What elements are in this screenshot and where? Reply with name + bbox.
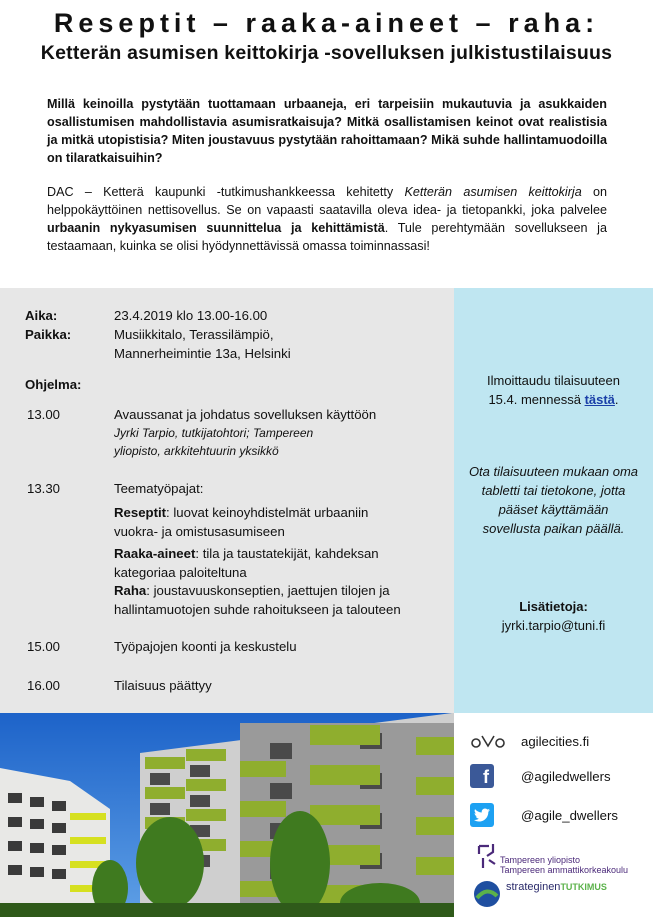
twitter-handle[interactable]: @agile_dwellers bbox=[521, 808, 618, 823]
strategic-research-logo bbox=[506, 881, 607, 893]
tampere-university-icon bbox=[475, 842, 499, 872]
program-time: 16.00 bbox=[27, 678, 61, 693]
website-link[interactable]: agilecities.fi bbox=[521, 734, 590, 749]
intro-paragraph bbox=[47, 183, 607, 255]
workshop-item bbox=[114, 503, 414, 541]
intro-text-1: DAC – Ketterä kaupunki -tutkimushankkeessa kehitetty bbox=[47, 185, 405, 199]
place-line-1: Musiikkitalo, Terassilämpiö, bbox=[114, 327, 274, 342]
program-speaker-affiliation: yliopisto, arkkitehtuurin yksikkö bbox=[114, 444, 279, 458]
page-title: Reseptit – raaka-aineet – raha: bbox=[53, 8, 600, 38]
workshop-text: : joustavuuskonseptien, jaettujen tilojen ja hallintamuotojen suhde rahoitukseen ja talouteen bbox=[114, 583, 401, 617]
workshop-item bbox=[114, 581, 444, 619]
register-link[interactable]: tästä bbox=[584, 392, 615, 407]
uni-line-2: Tampereen ammattikorkeakoulu bbox=[500, 865, 629, 875]
workshop-text: : luovat keinoyhdistelmät urbaaniin vuokra- ja omistusasumiseen bbox=[114, 505, 369, 539]
workshop-item bbox=[114, 544, 414, 582]
register-line-1: Ilmoittaudu tilaisuuteen bbox=[487, 373, 620, 388]
strategic-text-2: TUTKIMUS bbox=[560, 882, 607, 892]
program-item bbox=[114, 405, 434, 460]
intro-app-name: Ketterän asumisen keittokirja bbox=[404, 185, 582, 199]
program-title: Työpajojen koonti ja keskustelu bbox=[114, 639, 297, 654]
workshop-name: Reseptit bbox=[114, 505, 167, 520]
agilecities-icon bbox=[470, 732, 506, 750]
facebook-handle[interactable]: @agiledwellers bbox=[521, 769, 611, 784]
intro-questions: Millä keinoilla pystytään tuottamaan urbaaneja, eri tarpeisiin mukautuvia ja asukkaiden osallistumisen mahdollistavia asumisratkaisuja? Mitkä osallistamisen keinot ovat realistisia ja mitkä utopistisia? Miten joustavuus pystytään rahoittamaan? Mikä suhde hallintamuodoilla on tilaratkaisuihin? bbox=[47, 97, 607, 165]
program-time: 13.30 bbox=[27, 481, 61, 496]
agilecities-logo bbox=[470, 732, 506, 750]
program-time: 15.00 bbox=[27, 639, 61, 654]
program-item bbox=[114, 479, 434, 498]
register-line-2: 15.4. mennessä bbox=[488, 392, 585, 407]
building-photo bbox=[0, 713, 454, 917]
time-value: 23.4.2019 klo 13.00-16.00 bbox=[114, 308, 268, 323]
place-label: Paikka: bbox=[25, 327, 72, 342]
building-photo-illustration bbox=[0, 713, 454, 917]
program-speaker: Jyrki Tarpio, tutkijatohtori; Tampereen bbox=[114, 426, 314, 440]
intro-emphasis: urbaanin nykyasumisen suunnittelua ja kehittämistä bbox=[47, 221, 385, 235]
facebook-icon[interactable]: f bbox=[470, 764, 494, 788]
header bbox=[0, 0, 653, 288]
registration-text bbox=[462, 371, 645, 409]
register-end: . bbox=[614, 392, 619, 407]
university-logo-text bbox=[500, 855, 628, 875]
workshop-text: : tila ja taustatekijät, kahdeksan kategoriaa paloiteltuna bbox=[114, 546, 379, 580]
info-label: Lisätietoja: bbox=[519, 599, 588, 614]
time-label: Aika: bbox=[25, 308, 58, 323]
place-line-2: Mannerheimintie 13a, Helsinki bbox=[114, 346, 291, 361]
twitter-icon[interactable] bbox=[470, 803, 494, 827]
strategic-text-1: strateginen bbox=[506, 881, 561, 893]
program-time: 13.00 bbox=[27, 407, 61, 422]
intro-text-2: on helppokäyttöinen nettisovellus. Se on vapaasti saatavilla oleva idea- ja tietopankki, joka palvelee bbox=[47, 185, 607, 217]
uni-line-1: Tampereen yliopisto bbox=[500, 855, 581, 865]
program-title: Tilaisuus päättyy bbox=[114, 678, 212, 693]
program-label: Ohjelma: bbox=[25, 377, 82, 392]
program-title: Teematyöpajat: bbox=[114, 481, 204, 496]
info-email[interactable]: jyrki.tarpio@tuni.fi bbox=[501, 618, 606, 633]
page-subtitle: Ketterän asumisen keittokirja -sovelluksen julkistustilaisuus bbox=[40, 42, 613, 64]
program-title: Avaussanat ja johdatus sovelluksen käyttöön bbox=[114, 407, 377, 422]
workshop-name: Raaka-aineet bbox=[114, 546, 196, 561]
strategic-research-icon bbox=[473, 880, 501, 908]
bring-device-note: Ota tilaisuuteen mukaan oma tabletti tai tietokone, jotta pääset käyttämään sovellusta paikan päällä. bbox=[468, 464, 639, 536]
intro-text-3: . Tule perehtymään sovellukseen ja testaamaan, kuinka se olisi hyödynnettävissä omassa toiminnassasi! bbox=[47, 221, 607, 253]
workshop-name: Raha bbox=[114, 583, 147, 598]
